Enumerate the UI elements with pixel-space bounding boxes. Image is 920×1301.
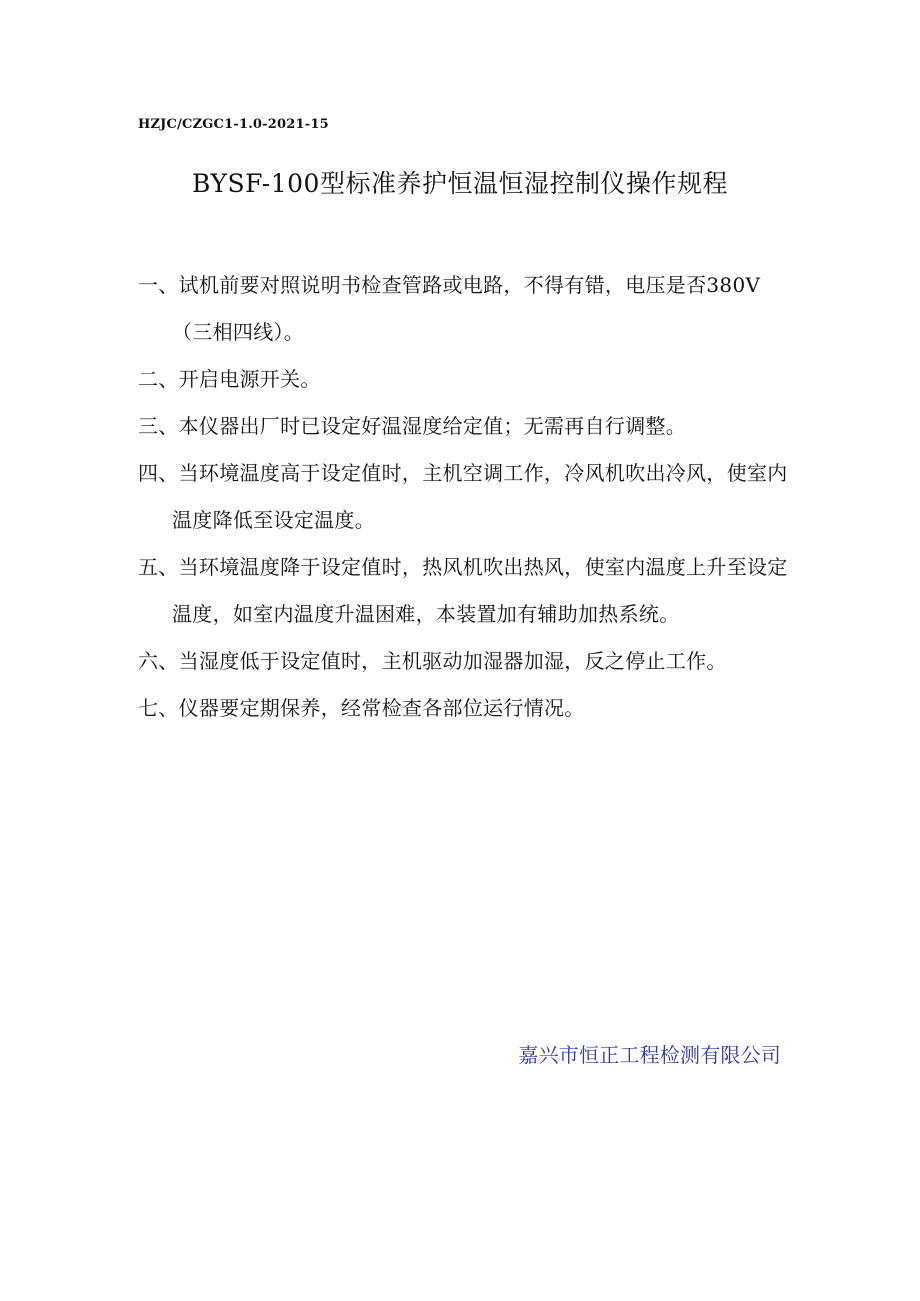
- procedure-item-7: 七、仪器要定期保养，经常检查各部位运行情况。: [138, 696, 585, 720]
- procedure-list: [138, 262, 788, 732]
- document-code: HZJC/CZGC1-1.0-2021-15: [138, 117, 329, 132]
- procedure-item-1: 一、试机前要对照说明书检查管路或电路，不得有错，电压是否380V（三相四线）。: [138, 273, 761, 344]
- procedure-item-4: 四、当环境温度高于设定值时，主机空调工作，冷风机吹出冷风，使室内温度降低至设定温度。: [138, 461, 788, 532]
- procedure-item-2: 二、开启电源开关。: [138, 367, 321, 391]
- document-title: BYSF-100型标准养护恒温恒湿控制仪操作规程: [192, 169, 728, 198]
- procedure-item-3: 三、本仪器出厂时已设定好温湿度给定值；无需再自行调整。: [138, 414, 687, 438]
- procedure-item-6: 六、当湿度低于设定值时，主机驱动加湿器加湿，反之停止工作。: [138, 649, 727, 673]
- procedure-item-5: 五、当环境温度降于设定值时，热风机吹出热风，使室内温度上升至设定温度，如室内温度升温困难，本装置加有辅助加热系统。: [138, 555, 788, 626]
- company-name: 嘉兴市恒正工程检测有限公司: [518, 1043, 781, 1067]
